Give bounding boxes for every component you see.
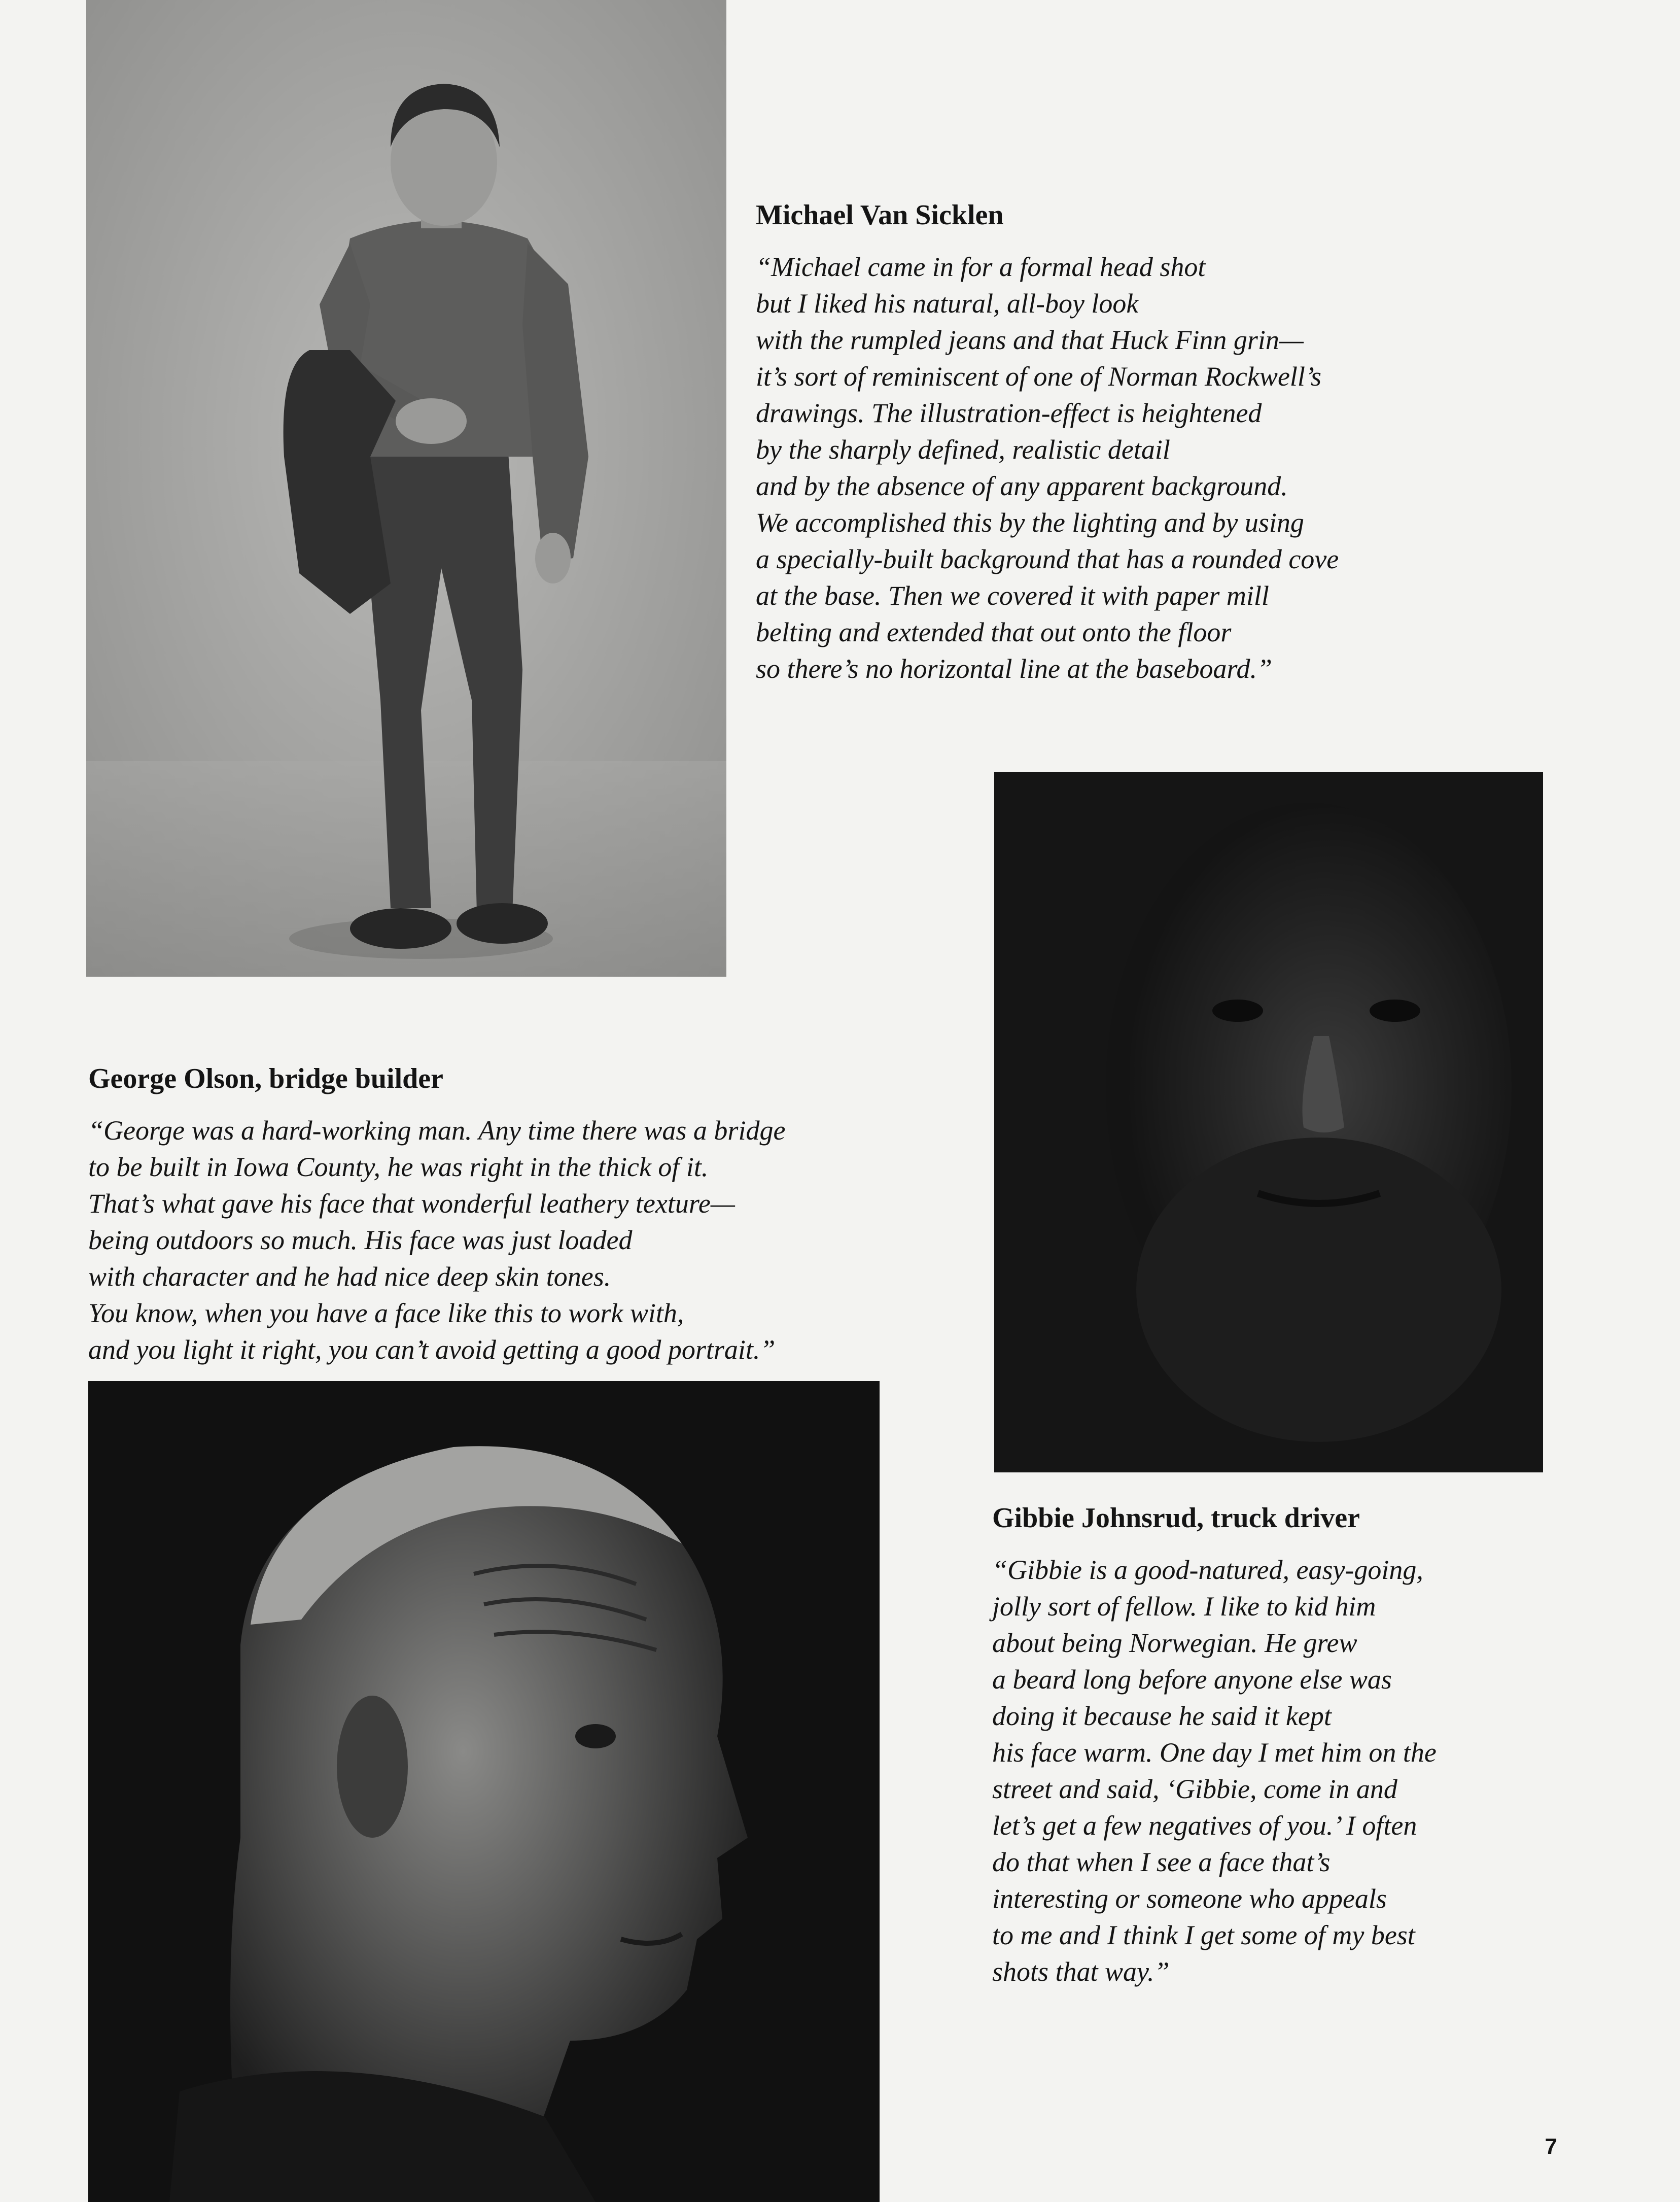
portrait-quote-george [88,1112,981,1368]
quote-line: jolly sort of fellow. I like to kid him [992,1591,1376,1622]
quote-line: to be built in Iowa County, he was right in the thick of it. [88,1152,709,1182]
quote-line: so there’s no horizontal line at the baseboard.” [756,653,1273,684]
quote-line: street and said, ‘Gibbie, come in and [992,1774,1397,1804]
caption-michael-van-sicklen [756,199,1466,687]
portrait-heading-michael: Michael Van Sicklen [756,199,1004,231]
quote-line: doing it because he said it kept [992,1701,1332,1731]
photo-george-olson [88,1381,880,2202]
quote-line: “Michael came in for a formal head shot [756,252,1206,282]
quote-line: belting and extended that out onto the floor [756,617,1232,647]
quote-line: “George was a hard-working man. Any time there was a bridge [88,1115,786,1146]
quote-line: and you light it right, you can’t avoid getting a good portrait.” [88,1334,776,1365]
quote-line: a beard long before anyone else was [992,1664,1392,1695]
caption-gibbie-johnsrud [992,1502,1601,1990]
quote-line: being outdoors so much. His face was just loaded [88,1225,633,1255]
quote-line: “Gibbie is a good-natured, easy-going, [992,1555,1423,1585]
quote-line: drawings. The illustration-effect is heightened [756,398,1262,428]
boy-portrait-image [86,0,726,977]
photo-gibbie-johnsrud [994,772,1543,1472]
quote-line: We accomplished this by the lighting and by using [756,507,1304,538]
quote-line: but I liked his natural, all-boy look [756,288,1139,319]
quote-line: with character and he had nice deep skin tones. [88,1261,611,1292]
old-man-profile-image [88,1381,880,2202]
quote-line: That’s what gave his face that wonderful leathery texture— [88,1188,735,1219]
quote-line: a specially-built background that has a rounded cove [756,544,1339,574]
caption-george-olson [88,1062,981,1368]
quote-line: to me and I think I get some of my best [992,1920,1415,1950]
portrait-quote-gibbie [992,1552,1601,1990]
quote-line: it’s sort of reminiscent of one of Norman Rockwell’s [756,361,1321,392]
bearded-man-portrait-image [994,772,1543,1472]
portrait-quote-michael [756,249,1466,687]
quote-line: his face warm. One day I met him on the [992,1737,1437,1768]
quote-line: shots that way.” [992,1956,1170,1987]
quote-line: let’s get a few negatives of you.’ I often [992,1810,1417,1841]
portrait-heading-gibbie: Gibbie Johnsrud, truck driver [992,1502,1360,1534]
quote-line: and by the absence of any apparent background. [756,471,1288,501]
quote-line: with the rumpled jeans and that Huck Finn grin— [756,325,1304,355]
quote-line: at the base. Then we covered it with paper mill [756,580,1269,611]
page-number: 7 [1545,2134,1557,2159]
photo-michael-van-sicklen [86,0,726,977]
quote-line: do that when I see a face that’s [992,1847,1331,1877]
quote-line: interesting or someone who appeals [992,1883,1387,1914]
quote-line: You know, when you have a face like this to work with, [88,1298,684,1328]
quote-line: about being Norwegian. He grew [992,1628,1357,1658]
quote-line: by the sharply defined, realistic detail [756,434,1170,465]
portrait-heading-george: George Olson, bridge builder [88,1063,443,1094]
